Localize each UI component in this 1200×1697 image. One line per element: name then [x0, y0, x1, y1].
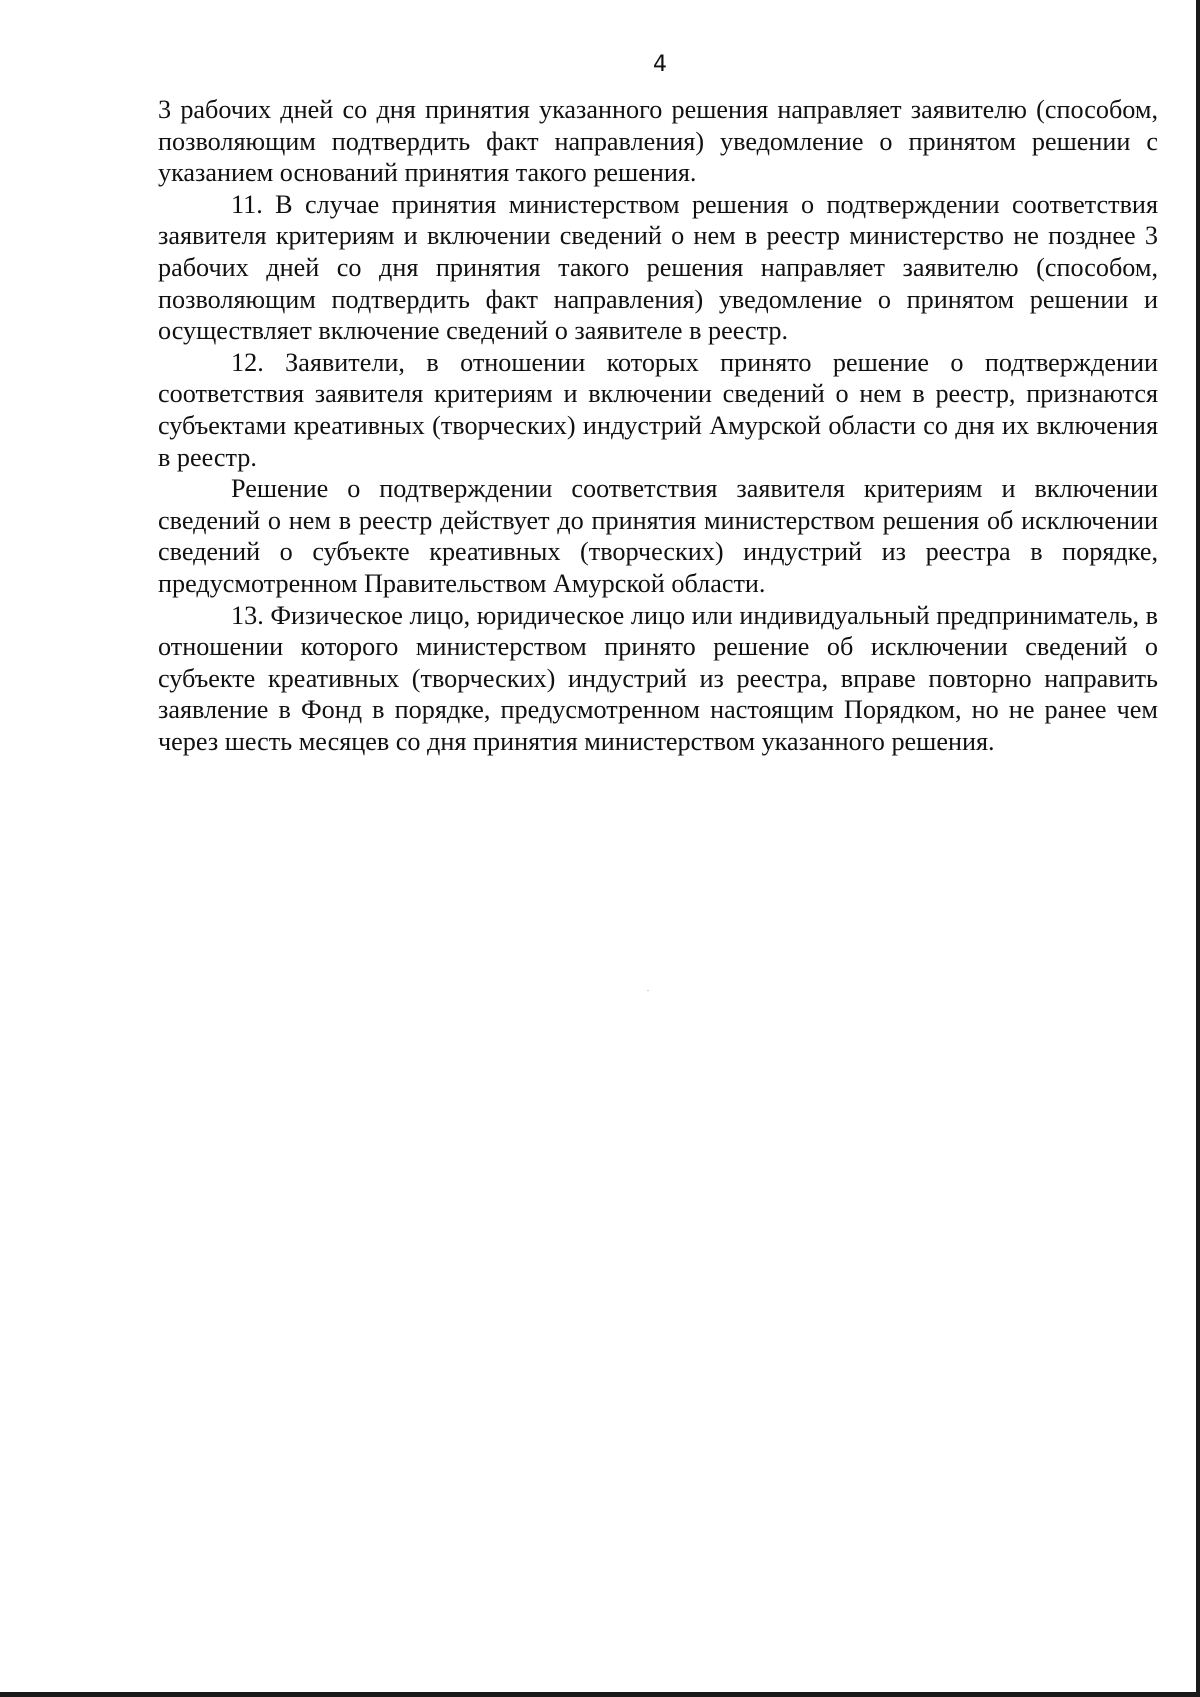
paragraph-continuation: 3 рабочих дней со дня принятия указанного решения направляет заявителю (способом, позволяющим подтвердить факт направления) уведомление о принятом решении с указанием оснований принятия такого решения. [158, 95, 1158, 188]
paragraph-item-13: 13. Физическое лицо, юридическое лицо или индивидуальный предприниматель, в отношении которого министерством принято решение об исключении сведений о субъекте креативных (творческих) индустрий из реестра, вправе повторно направить заявление в Фонд в порядке, предусмотренном настоящим Порядком, но не ранее чем через шесть месяцев со дня принятия министерством указанного решения. [158, 600, 1158, 756]
page-number: 4 [653, 52, 667, 77]
paragraph-item-11: 11. В случае принятия министерством решения о подтверждении соответствия заявителя критериям и включении сведений о нем в реестр министерство не позднее 3 рабочих дней со дня принятия такого решения направляет заявителю (способом, позволяющим подтвердить факт направления) уведомление о принятом решении и осуществляет включение сведений о заявителе в реестр. [158, 189, 1158, 346]
paragraph-decision-validity: Решение о подтверждении соответствия заявителя критериям и включении сведений о нем в реестр действует до принятия министерством решения об исключении сведений о субъекте креативных (творческих) индустрий из реестра в порядке, предусмотренном Правительством Амурской области. [158, 474, 1158, 598]
scan-edge-right [1196, 0, 1200, 1697]
scan-artifact [647, 990, 649, 991]
document-body [158, 94, 1158, 757]
paragraph-item-12: 12. Заявители, в отношении которых принято решение о подтверждении соответствия заявителя критериям и включении сведений о нем в реестр, признаются субъектами креативных (творческих) индустрий Амурской области со дня их включения в реестр. [158, 347, 1158, 472]
scan-edge-bottom [0, 1692, 1200, 1697]
